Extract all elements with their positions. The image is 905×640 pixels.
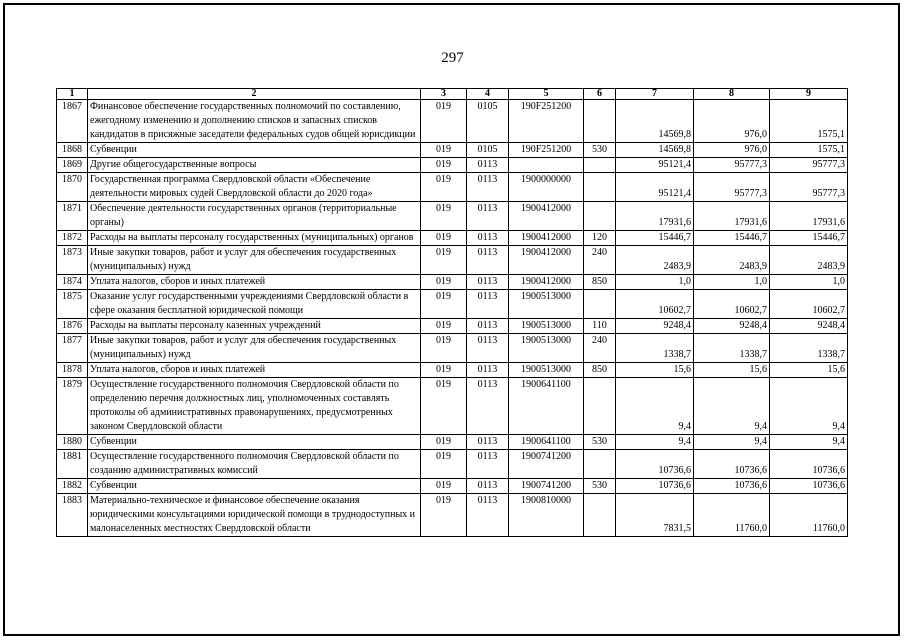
row-col7: 10602,7 <box>616 290 694 319</box>
row-col5: 1900641100 <box>509 378 584 435</box>
row-name: Уплата налогов, сборов и иных платежей <box>88 275 421 290</box>
row-col3: 019 <box>421 290 467 319</box>
row-col4: 0113 <box>467 494 509 537</box>
row-col9: 10736,6 <box>770 479 848 494</box>
row-col3: 019 <box>421 378 467 435</box>
row-col4: 0113 <box>467 378 509 435</box>
row-number: 1882 <box>57 479 88 494</box>
row-number: 1868 <box>57 143 88 158</box>
row-col5: 190F251200 <box>509 143 584 158</box>
table-row <box>57 378 848 435</box>
row-col9: 10602,7 <box>770 290 848 319</box>
row-col3: 019 <box>421 100 467 143</box>
row-col7: 10736,6 <box>616 479 694 494</box>
row-col8: 9,4 <box>694 378 770 435</box>
row-name: Материально-техническое и финансовое обеспечение оказания юридическими консультациями юридической помощи в труднодоступных и малонаселенных местностях Свердловской области <box>88 494 421 537</box>
row-col6 <box>584 202 616 231</box>
row-col9: 17931,6 <box>770 202 848 231</box>
row-col8: 11760,0 <box>694 494 770 537</box>
row-col8: 95777,3 <box>694 173 770 202</box>
row-col5: 1900810000 <box>509 494 584 537</box>
row-col7: 15446,7 <box>616 231 694 246</box>
row-col5: 1900513000 <box>509 363 584 378</box>
row-name: Государственная программа Свердловской области «Обеспечение деятельности мировых судей Свердловской области до 2020 года» <box>88 173 421 202</box>
row-col9: 1338,7 <box>770 334 848 363</box>
row-col9: 2483,9 <box>770 246 848 275</box>
row-col9: 1575,1 <box>770 100 848 143</box>
row-col4: 0113 <box>467 275 509 290</box>
row-col5: 1900513000 <box>509 290 584 319</box>
row-col4: 0113 <box>467 479 509 494</box>
row-col5: 1900000000 <box>509 173 584 202</box>
row-col9: 1575,1 <box>770 143 848 158</box>
row-col6: 120 <box>584 231 616 246</box>
row-number: 1878 <box>57 363 88 378</box>
row-col5: 1900641100 <box>509 435 584 450</box>
row-col5: 1900412000 <box>509 231 584 246</box>
row-col3: 019 <box>421 319 467 334</box>
row-col7: 9,4 <box>616 378 694 435</box>
row-name: Субвенции <box>88 143 421 158</box>
row-col5: 190F251200 <box>509 100 584 143</box>
row-name: Иные закупки товаров, работ и услуг для обеспечения государственных (муниципальных) нужд <box>88 246 421 275</box>
budget-table <box>56 88 848 537</box>
table-row <box>57 275 848 290</box>
row-col7: 7831,5 <box>616 494 694 537</box>
row-col3: 019 <box>421 363 467 378</box>
row-col9: 1,0 <box>770 275 848 290</box>
row-col9: 15,6 <box>770 363 848 378</box>
row-col9: 9,4 <box>770 435 848 450</box>
table-row <box>57 479 848 494</box>
row-name: Осуществление государственного полномочия Свердловской области по созданию административных комиссий <box>88 450 421 479</box>
table-row <box>57 100 848 143</box>
row-number: 1874 <box>57 275 88 290</box>
table-row <box>57 334 848 363</box>
col-header-8: 8 <box>694 89 770 100</box>
row-col4: 0113 <box>467 231 509 246</box>
row-col8: 976,0 <box>694 143 770 158</box>
row-col9: 10736,6 <box>770 450 848 479</box>
table-row <box>57 363 848 378</box>
row-col3: 019 <box>421 494 467 537</box>
row-col4: 0113 <box>467 290 509 319</box>
table-row <box>57 435 848 450</box>
row-col8: 10736,6 <box>694 450 770 479</box>
row-col6 <box>584 290 616 319</box>
row-name: Финансовое обеспечение государственных полномочий по составлению, ежегодному изменению и дополнению списков и запасных списков кандидатов в присяжные заседатели федеральных судов общей юрисдикции <box>88 100 421 143</box>
row-col3: 019 <box>421 334 467 363</box>
table-row <box>57 246 848 275</box>
row-number: 1872 <box>57 231 88 246</box>
row-number: 1871 <box>57 202 88 231</box>
row-number: 1867 <box>57 100 88 143</box>
row-number: 1879 <box>57 378 88 435</box>
table-row <box>57 494 848 537</box>
row-col6: 850 <box>584 275 616 290</box>
header-row <box>57 89 848 100</box>
col-header-9: 9 <box>770 89 848 100</box>
row-col8: 15,6 <box>694 363 770 378</box>
row-col4: 0105 <box>467 100 509 143</box>
row-col4: 0105 <box>467 143 509 158</box>
row-name: Субвенции <box>88 435 421 450</box>
row-col8: 9,4 <box>694 435 770 450</box>
row-col7: 15,6 <box>616 363 694 378</box>
row-col5: 1900412000 <box>509 246 584 275</box>
row-col6: 530 <box>584 143 616 158</box>
row-col7: 9248,4 <box>616 319 694 334</box>
col-header-6: 6 <box>584 89 616 100</box>
row-col9: 95777,3 <box>770 158 848 173</box>
table-row <box>57 231 848 246</box>
col-header-7: 7 <box>616 89 694 100</box>
row-number: 1875 <box>57 290 88 319</box>
row-col5: 1900741200 <box>509 450 584 479</box>
row-col9: 11760,0 <box>770 494 848 537</box>
row-col4: 0113 <box>467 319 509 334</box>
row-name: Оказание услуг государственными учреждениями Свердловской области в сфере оказания бесплатной юридической помощи <box>88 290 421 319</box>
row-col4: 0113 <box>467 435 509 450</box>
row-col6: 850 <box>584 363 616 378</box>
row-col6 <box>584 100 616 143</box>
row-col5: 1900741200 <box>509 479 584 494</box>
row-col4: 0113 <box>467 202 509 231</box>
row-col8: 976,0 <box>694 100 770 143</box>
row-col8: 1338,7 <box>694 334 770 363</box>
row-col7: 95121,4 <box>616 158 694 173</box>
row-col6: 530 <box>584 435 616 450</box>
row-col7: 95121,4 <box>616 173 694 202</box>
row-col8: 1,0 <box>694 275 770 290</box>
table-row <box>57 319 848 334</box>
row-col4: 0113 <box>467 158 509 173</box>
row-col4: 0113 <box>467 363 509 378</box>
row-col6: 110 <box>584 319 616 334</box>
row-col3: 019 <box>421 246 467 275</box>
row-col3: 019 <box>421 435 467 450</box>
col-header-2: 2 <box>88 89 421 100</box>
row-col6 <box>584 158 616 173</box>
row-name: Другие общегосударственные вопросы <box>88 158 421 173</box>
row-col8: 2483,9 <box>694 246 770 275</box>
row-col9: 15446,7 <box>770 231 848 246</box>
row-col4: 0113 <box>467 173 509 202</box>
row-col7: 17931,6 <box>616 202 694 231</box>
row-number: 1883 <box>57 494 88 537</box>
row-name: Обеспечение деятельности государственных органов (территориальные органы) <box>88 202 421 231</box>
row-col7: 2483,9 <box>616 246 694 275</box>
col-header-3: 3 <box>421 89 467 100</box>
row-col3: 019 <box>421 158 467 173</box>
row-col5: 1900412000 <box>509 275 584 290</box>
row-col3: 019 <box>421 143 467 158</box>
row-name: Субвенции <box>88 479 421 494</box>
row-col9: 9,4 <box>770 378 848 435</box>
row-col8: 9248,4 <box>694 319 770 334</box>
row-name: Расходы на выплаты персоналу казенных учреждений <box>88 319 421 334</box>
row-col7: 14569,8 <box>616 143 694 158</box>
row-col8: 10602,7 <box>694 290 770 319</box>
row-col3: 019 <box>421 231 467 246</box>
row-col4: 0113 <box>467 246 509 275</box>
row-number: 1877 <box>57 334 88 363</box>
row-name: Иные закупки товаров, работ и услуг для обеспечения государственных (муниципальных) нужд <box>88 334 421 363</box>
row-col3: 019 <box>421 173 467 202</box>
row-col6 <box>584 494 616 537</box>
table-row <box>57 158 848 173</box>
row-col8: 10736,6 <box>694 479 770 494</box>
row-col8: 17931,6 <box>694 202 770 231</box>
row-col6 <box>584 378 616 435</box>
row-col7: 9,4 <box>616 435 694 450</box>
col-header-4: 4 <box>467 89 509 100</box>
row-col5: 1900412000 <box>509 202 584 231</box>
row-col3: 019 <box>421 275 467 290</box>
row-col8: 95777,3 <box>694 158 770 173</box>
row-col7: 14569,8 <box>616 100 694 143</box>
row-col5: 1900513000 <box>509 334 584 363</box>
row-name: Расходы на выплаты персоналу государственных (муниципальных) органов <box>88 231 421 246</box>
row-number: 1880 <box>57 435 88 450</box>
row-number: 1876 <box>57 319 88 334</box>
row-col6 <box>584 173 616 202</box>
row-col6: 530 <box>584 479 616 494</box>
row-col8: 15446,7 <box>694 231 770 246</box>
row-col5 <box>509 158 584 173</box>
table-row <box>57 143 848 158</box>
row-col6 <box>584 450 616 479</box>
row-col3: 019 <box>421 450 467 479</box>
row-col3: 019 <box>421 202 467 231</box>
row-col4: 0113 <box>467 450 509 479</box>
row-number: 1881 <box>57 450 88 479</box>
row-name: Осуществление государственного полномочия Свердловской области по определению перечня должностных лиц, уполномоченных составлять протоколы об административных правонарушениях, предусмотренных законом Свердловской области <box>88 378 421 435</box>
row-col4: 0113 <box>467 334 509 363</box>
row-col5: 1900513000 <box>509 319 584 334</box>
table-row <box>57 202 848 231</box>
col-header-5: 5 <box>509 89 584 100</box>
row-col7: 1338,7 <box>616 334 694 363</box>
row-col6: 240 <box>584 246 616 275</box>
row-number: 1873 <box>57 246 88 275</box>
row-col6: 240 <box>584 334 616 363</box>
row-name: Уплата налогов, сборов и иных платежей <box>88 363 421 378</box>
row-number: 1869 <box>57 158 88 173</box>
page-number: 297 <box>441 50 464 66</box>
row-col7: 1,0 <box>616 275 694 290</box>
row-col3: 019 <box>421 479 467 494</box>
row-col9: 95777,3 <box>770 173 848 202</box>
table-row <box>57 173 848 202</box>
row-col9: 9248,4 <box>770 319 848 334</box>
table-row <box>57 450 848 479</box>
row-col7: 10736,6 <box>616 450 694 479</box>
row-number: 1870 <box>57 173 88 202</box>
table-row <box>57 290 848 319</box>
col-header-1: 1 <box>57 89 88 100</box>
